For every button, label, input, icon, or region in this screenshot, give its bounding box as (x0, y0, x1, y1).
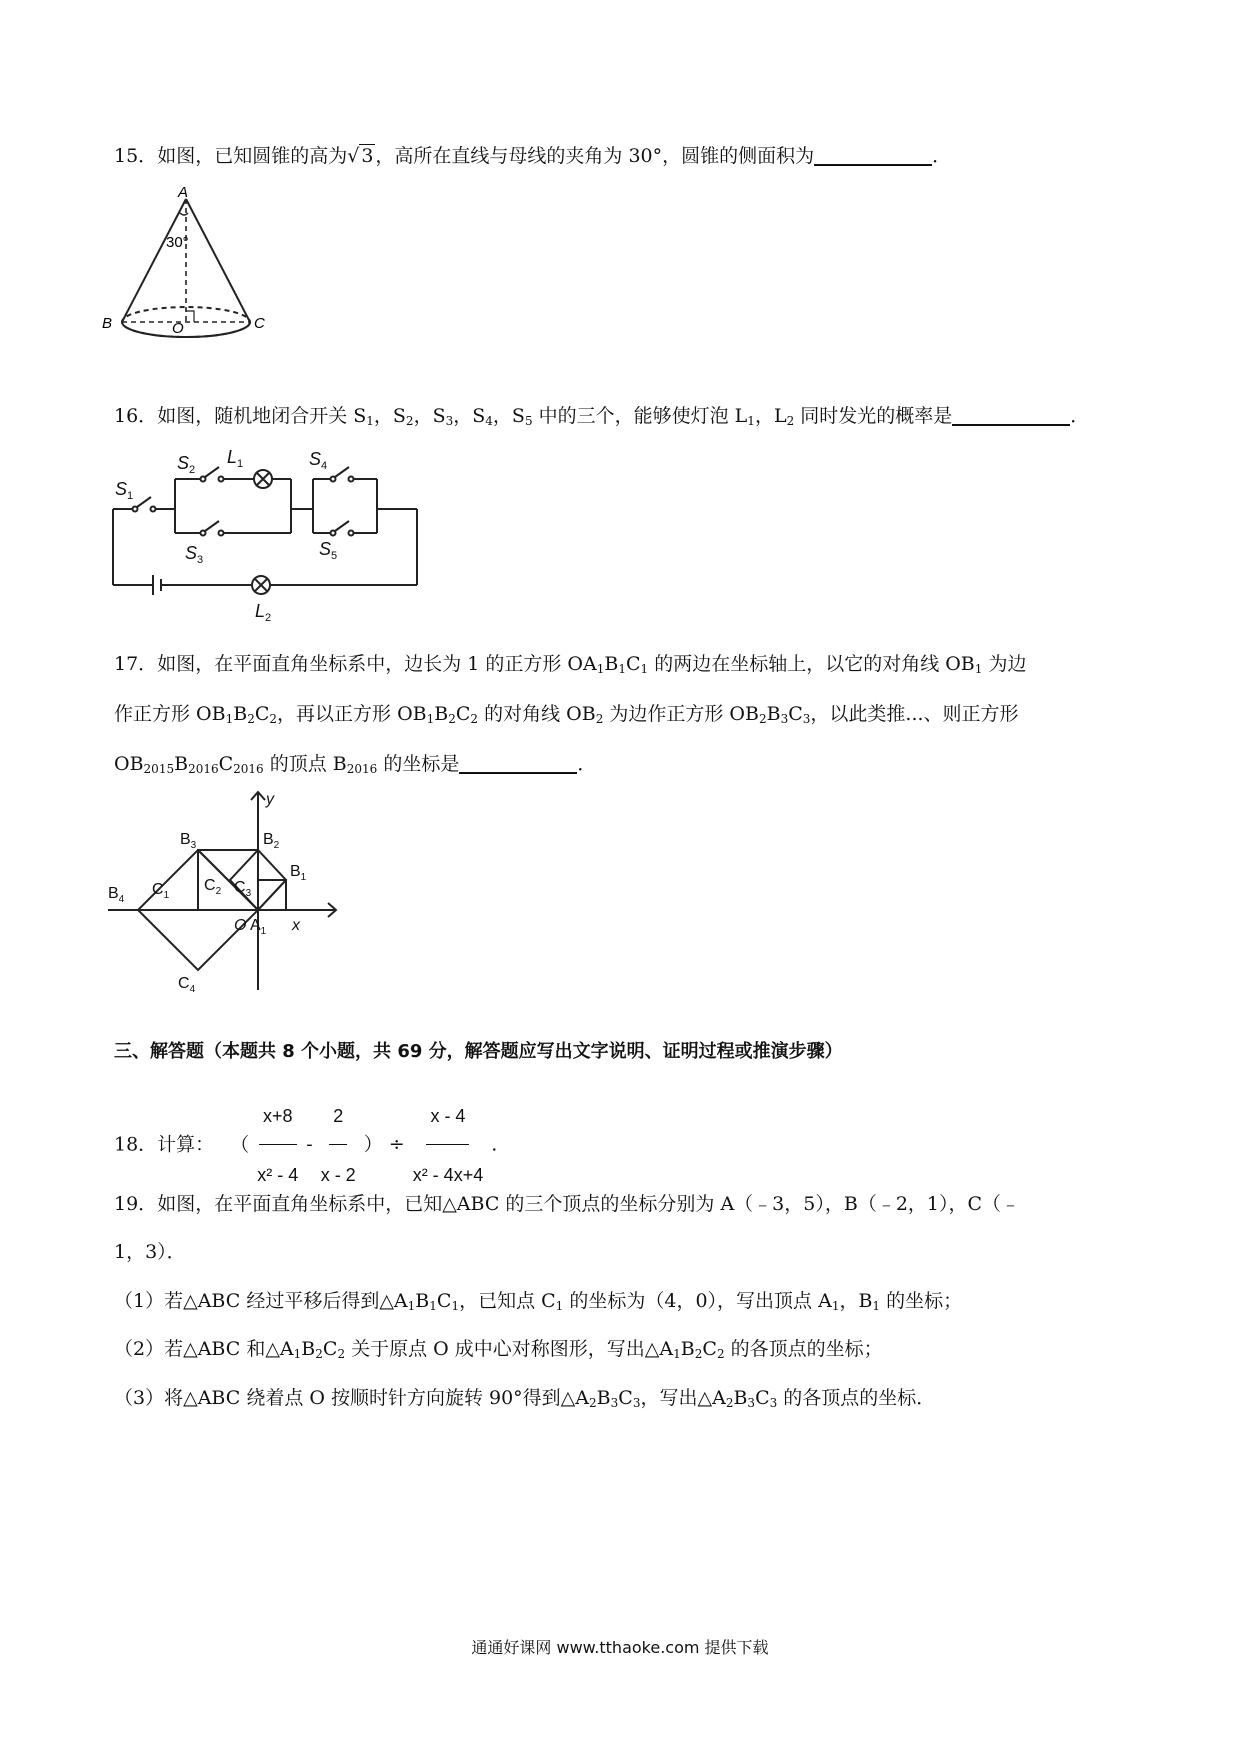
svg-text:B3: $B_3$ (180, 831, 197, 851)
question-18: 18．计算： （ $\frac{x+8}{\text{x² - 4}}$ - $\frac{2}{x - 2}$ ） ÷ $\frac{x - 4}{\text{x² - 4x+4}}$ . (114, 1088, 497, 1203)
svg-text:C4: $C_4$ (178, 975, 196, 995)
answer-blank (952, 404, 1070, 426)
squares-figure (108, 790, 348, 1000)
switch-s2-label: S (177, 453, 190, 473)
lamp-l1-label: L (227, 447, 238, 467)
switch-s1-label: S (115, 479, 128, 499)
svg-text:A1: $A_1$ (250, 917, 267, 937)
question-16: 16．如图，随机地闭合开关 $S_1$，$S_2$，$S_3$，$S_4$，$S_5$ 中的三个，能够使灯泡 $L_1$，$L_2$ 同时发光的概率是 ． (114, 405, 1090, 428)
question-19-line1: 19．如图，在平面直角坐标系中，已知△ABC 的三个顶点的坐标分别为 A（﹣3，5），B（﹣2，1），C（﹣ (114, 1193, 1021, 1215)
fraction-1: $\frac{x+8}{\text{x² - 4}}$ (253, 1088, 302, 1203)
lamp-l2-label: L (255, 601, 266, 621)
svg-text:2: 2 (265, 612, 272, 623)
question-number: 15． (114, 145, 158, 167)
svg-text:B1: $B_1$ (290, 863, 307, 883)
page-footer: 通通好课网 www.tthaoke.com 提供下载 (471, 1638, 769, 1657)
svg-text:C1: $C_1$ (152, 881, 170, 901)
switch-s4-label: S (309, 449, 322, 469)
question-number: 18．计算： (114, 1133, 215, 1156)
fraction-2: $\frac{2}{x - 2}$ (317, 1088, 360, 1203)
svg-text:4: 4 (321, 460, 328, 472)
svg-text:5: 5 (331, 550, 338, 562)
svg-text:C3: $C_3$ (234, 879, 252, 899)
point-c-label: C (254, 315, 265, 332)
question-number: 16． (114, 405, 158, 427)
question-19-part2: （2）若△ABC 和$\triangle A_1B_2C_2$ 关于原点 O 成中心对称图形，写出$\triangle A_1B_2C_2$ 的各顶点的坐标； (114, 1338, 883, 1361)
question-17-line1: 17．如图，在平面直角坐标系中，边长为 1 的正方形 $OA_1B_1C_1$ 的两边在坐标轴上，以它的对角线 $OB_1$ 为边 (114, 653, 1027, 676)
answer-blank (459, 752, 577, 774)
x-axis-label: x (292, 917, 300, 934)
cone-figure (96, 183, 276, 343)
sqrt-expression: √ 3 (347, 145, 374, 167)
apex-label: A (178, 184, 189, 201)
question-19-part3: （3）将△ABC 绕着点 O 按顺时针方向旋转 90°得到$\triangle A_2B_3C_3$，写出$\triangle A_2B_3C_3$ 的各顶点的坐标． (114, 1387, 936, 1410)
switch-s5-label: S (319, 539, 332, 559)
origin-label: O (234, 917, 247, 934)
svg-text:C2: $C_2$ (204, 877, 222, 897)
svg-text:3: 3 (197, 554, 204, 566)
question-15: 15．如图，已知圆锥的高为√ 3 ，高所在直线与母线的夹角为 30°，圆锥的侧面积为 ． (114, 145, 952, 167)
svg-text:B4: $B_4$ (108, 885, 125, 905)
y-axis-label: y (266, 791, 274, 808)
question-number: 19． (114, 1193, 158, 1215)
answer-blank (814, 144, 932, 166)
question-number: 17． (114, 653, 158, 675)
angle-label: 30° (166, 234, 189, 251)
question-17-line2: 作正方形 $OB_1B_2C_2$，再以正方形 $OB_1B_2C_2$ 的对角线 $OB_2$ 为边作正方形 $OB_2B_3C_3$，以此类推...、则正方形 (114, 703, 1019, 726)
fraction-3: $\frac{x - 4}{\text{x² - 4x+4}}$ (409, 1088, 488, 1203)
switch-s3-label: S (185, 543, 198, 563)
svg-text:1: 1 (237, 458, 244, 470)
svg-text:B2: $B_2$ (263, 831, 280, 851)
svg-text:1: 1 (127, 490, 134, 502)
point-b-label: B (102, 315, 113, 332)
question-19-line2: 1，3）． (114, 1241, 186, 1263)
center-o-label: O (172, 320, 184, 337)
question-19-part1: （1）若△ABC 经过平移后得到$\triangle A_1B_1C_1$，已知点 $C_1$ 的坐标为（4，0），写出顶点 $A_1$，$B_1$ 的坐标； (114, 1290, 963, 1313)
circuit-figure (105, 443, 425, 623)
section-3-heading: 三、解答题（本题共 8 个小题，共 69 分，解答题应写出文字说明、证明过程或推演步骤） (114, 1041, 843, 1062)
question-17-line3: $OB_{2015}B_{2016}C_{2016}$ 的顶点 $B_{2016}$ 的坐标是 ． (114, 753, 597, 776)
svg-text:2: 2 (189, 464, 196, 476)
